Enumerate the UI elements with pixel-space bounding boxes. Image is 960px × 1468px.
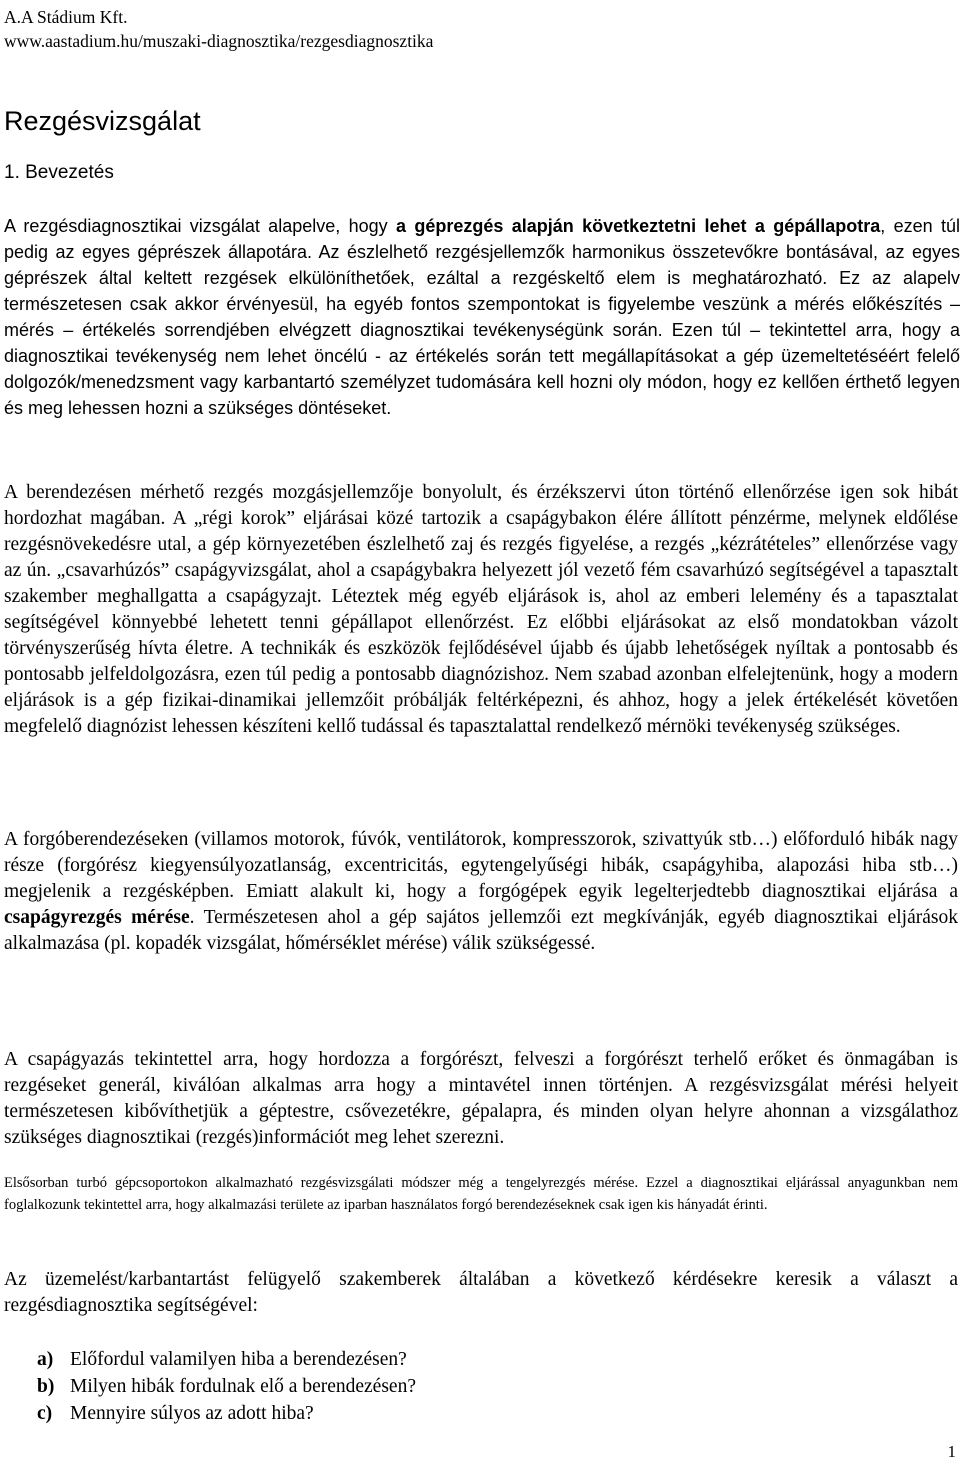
paragraph-history: A berendezésen mérhető rezgés mozgásjellemzője bonyolult, és érzékszervi úton történő ellenőrzése igen sok hibát hordozhat magában. A „régi korok” eljárásai közé tartozik a csapágybakon élére állított pénzérme, melynek eldőlése rezgésnövekedésre utal, a gép környezetében észlelhető zaj és rezgés figyelése, a rezgés „kézrátételes” ellenőrzése vagy az ún. „csavarhúzós” csapágyvizsgálat, ahol a csapágybakra helyezett jól vezető fém csavarhúzó segítségével a tapasztalt szakember meghallgatta a csapágyzajt. Léteztek még egyéb eljárások is, ahol az emberi lelemény és a tapasztalat segítségével könnyebbé lehetett tenni gépállapot ellenőrzést. Ez előbbi eljárásokat az első mondatokban vázolt törvényszerűség hívta életre. A technikák és eszközök fejlődésével újabb és újabb lehetőségek nyíltak a pontosabb és pontosabb jelfeldolgozásra, ezen túl pedig a pontosabb diagnózishoz. Nem szabad azonban elfelejtenünk, hogy a modern eljárások is a gép fizikai-dinamikai jellemzőit próbálják feltérképezni, és ahhoz, hogy a jelek értékelését követően megfelelő diagnózist lehessen készíteni kellő tudással és tapasztalattal rendelkező mérnöki tevékenység szükséges.	[4, 482, 958, 737]
list-item-marker: b)	[37, 1376, 55, 1397]
list-item-text: Mennyire súlyos az adott hiba?	[70, 1403, 314, 1424]
paragraph-bearings: A csapágyazás tekintettel arra, hogy hordozza a forgórészt, felveszi a forgórészt terhelő erőket és önmagában is rezgéseket generál, kiválóan alkalmas arra hogy a mintavétel innen történjen. A rezgésvizsgálat mérési helyeit természetesen kibővíthetjük a géptestre, csővezetékre, gépalapra, és minden olyan helyre ahonnan a vizsgálathoz szükséges diagnosztikai (rezgés)információt meg lehet szerezni.	[4, 1049, 958, 1148]
paragraph-rotating-machines	[4, 827, 958, 957]
paragraph-shaft-vibration: Elsősorban turbó gépcsoportokon alkalmazható rezgésvizsgálati módszer még a tengelyrezgés mérése. Ezzel a diagnosztikai eljárással anyagunkban nem foglalkozunk tekintettel arra, hogy alkalmazási területe az iparban használatos forgó berendezéseknek csak igen kis hányadát érinti.	[4, 1175, 958, 1213]
header-company: A.A Stádium Kft.	[4, 7, 128, 27]
header-url: www.aastadium.hu/muszaki-diagnosztika/rezgesdiagnosztika	[4, 31, 434, 51]
page-title: Rezgésvizsgálat	[4, 106, 201, 136]
paragraph-text: A rezgésdiagnosztikai vizsgálat alapelve, hogy	[4, 216, 396, 236]
page-number: 1	[947, 1442, 956, 1461]
list-item-text: Milyen hibák fordulnak elő a berendezésen?	[70, 1376, 416, 1397]
paragraph-text: A forgóberendezéseken (villamos motorok, fúvók, ventilátorok, kompresszorok, szivattyúk stb…) előforduló hibák nagy része (forgórész kiegyensúlyozatlanság, excentricitás, egytengelyűségi hibák, csapágyhiba, alapozási hiba stb…) megjelenik a rezgésképben. Emiatt alakult ki, hogy a forgógépek egyik legelterjedtebb diagnosztikai eljárása a	[4, 829, 958, 902]
section-heading: 1. Bevezetés	[4, 162, 114, 183]
list-item-marker: c)	[37, 1403, 53, 1424]
paragraph-text: , ezen túl pedig az egyes géprészek állapotára. Az észlelhető rezgésjellemzők harmonikus összetevőkre bontásával, az egyes géprészek által keltett rezgések elkülöníthetőek, ezáltal a rezgéskeltő elem is meghatározható. Ez az alapelv természetesen csak akkor érvényesül, ha egyéb fontos szempontokat is figyelembe veszünk a mérés előkészítés – mérés – értékelés sorrendjében elvégzett diagnosztikai tevékenységünk során. Ezen túl – tekintettel arra, hogy a diagnosztikai tevékenység nem lehet öncélú - az értékelés során tett megállapításokat a gép üzemeltetéséért felelő dolgozók/menedzsment vagy karbantartó személyzet tudomására kell hozni oly módon, hogy ez kellően érthető legyen és meg lehessen hozni a szükséges döntéseket.	[4, 216, 960, 418]
list-item-marker: a)	[37, 1349, 54, 1370]
paragraph-bold-text: csapágyrezgés mérése	[4, 907, 190, 928]
paragraph-questions-intro: Az üzemelést/karbantartást felügyelő szakemberek általában a következő kérdésekre keresik a választ a rezgésdiagnosztika segítségével:	[4, 1269, 958, 1316]
paragraph-intro	[4, 213, 960, 421]
paragraph-bold-text: a géprezgés alapján következtetni lehet a gépállapotra	[395, 216, 881, 236]
paragraph-text: . Természetesen ahol a gép sajátos jellemzői ezt megkívánják, egyéb diagnosztikai eljárások alkalmazása (pl. kopadék vizsgálat, hőmérséklet mérése) válik szükségessé.	[4, 907, 958, 954]
list-item-text: Előfordul valamilyen hiba a berendezésen?	[70, 1349, 407, 1370]
